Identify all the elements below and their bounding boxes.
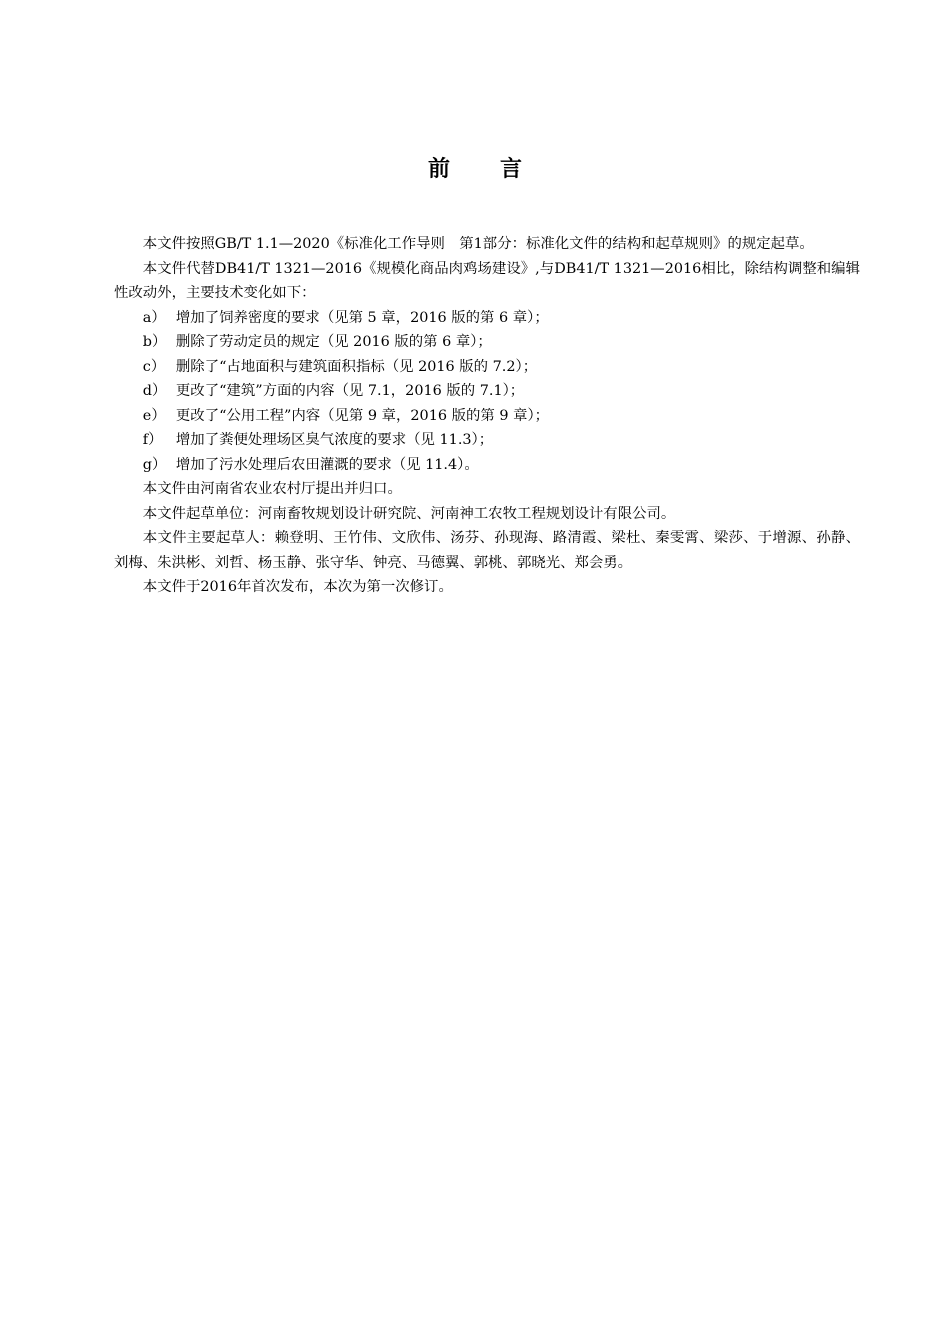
list-item-text: 更改了“建筑”方面的内容（见 7.1，2016 版的 7.1）； (175, 383, 525, 399)
list-item (114, 379, 860, 404)
list-marker: a） (142, 309, 166, 326)
list-item-text: 删除了“占地面积与建筑面积指标（见 2016 版的 7.2）； (175, 358, 538, 375)
list-item-text: 增加了饲养密度的要求（见第 5 章，2016 版的第 6 章）； (175, 309, 549, 326)
page-title: 前言 (427, 157, 572, 182)
list-item (114, 404, 860, 429)
publication-history-paragraph: 本文件于2016年首次发布，本次为第一次修订。 (142, 579, 453, 595)
list-item (114, 355, 860, 380)
foreword-body (114, 232, 860, 600)
drafting-units-paragraph: 本文件起草单位：河南畜牧规划设计研究院、河南神工农牧工程规划设计有限公司。 (142, 505, 676, 522)
replacement-paragraph: 本文件代替DB41/T 1321—2016《规模化商品肉鸡场建设》,与DB41/T 1321—2016相比，除结构调整和编辑性改动外，主要技术变化如下： (114, 260, 860, 301)
list-item-text: 增加了粪便处理场区臭气浓度的要求（见 11.3）； (175, 432, 494, 448)
list-item-text: 删除了劳动定员的规定（见 2016 版的第 6 章）； (175, 334, 492, 350)
list-item-text: 增加了污水处理后农田灌溉的要求（见 11.4）。 (175, 456, 479, 473)
list-item (114, 428, 860, 453)
list-item (114, 306, 860, 331)
list-item (114, 453, 860, 478)
list-marker: g） (142, 456, 167, 473)
drafters-paragraph: 本文件主要起草人：赖登明、王竹伟、文欣伟、汤芬、孙现海、路清霞、梁杜、秦雯霄、梁莎、于增源、孙静、刘梅、朱洪彬、刘哲、杨玉静、张守华、钟亮、马德翼、郭桃、郭晓光、郑会勇。 (114, 530, 860, 571)
list-item (114, 330, 860, 355)
proposer-paragraph: 本文件由河南省农业农村厅提出并归口。 (142, 481, 402, 497)
list-marker: b） (142, 334, 167, 350)
list-marker: c） (142, 358, 166, 375)
list-marker: e） (142, 407, 166, 424)
list-marker: f） (142, 432, 163, 448)
drafting-rule-paragraph: 本文件按照GB/T 1.1—2020《标准化工作导则 第1部分：标准化文件的结构和起草规则》的规定起草。 (142, 236, 814, 252)
list-item-text: 更改了“公用工程”内容（见第 9 章，2016 版的第 9 章）； (175, 407, 550, 424)
list-marker: d） (142, 383, 167, 399)
